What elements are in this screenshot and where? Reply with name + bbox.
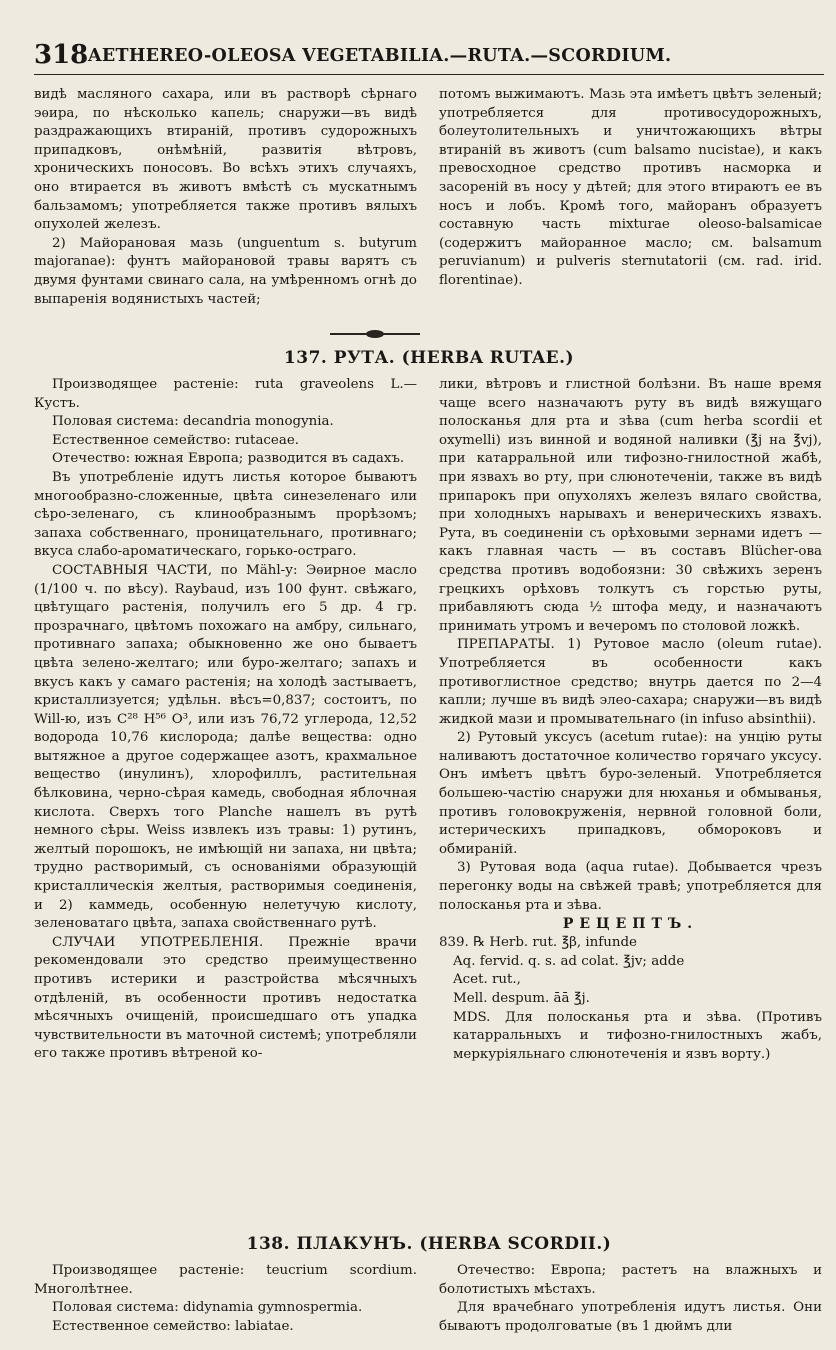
paragraph: ПРЕПАРАТЫ. 1) Рутовое масло (oleum rutae). Употребляется въ особенности какъ противоглистное средство; внутрь дается по 2—4 капли; лучше въ видѣ элео-сахара; снаружи—въ видѣ жидкой мази и промывательнаго (in infuso absinthii). bbox=[439, 637, 822, 727]
recipe-line: Mell. despum. āā ℥j. bbox=[453, 991, 590, 1006]
paragraph: Половая система: didynamia gymnospermia. bbox=[52, 1300, 363, 1316]
paragraph: Производящее растеніе: teucrium scordium. Многолѣтнее. bbox=[34, 1263, 417, 1297]
paragraph: Въ употребленіе идутъ листья которое бываютъ многообразно-сложенные, цвѣта синезеленаго или сѣро-зеленаго, съ клинообразнымъ прорѣзомъ; запаха собственнаго, проницательнаго, противнаго; вкуса слабо-ароматическаго, горько-остраго. bbox=[34, 469, 417, 560]
section-137-title: 137. РУТА. (HERBA RUTAE.) bbox=[283, 348, 575, 368]
page-number: 318 bbox=[34, 40, 89, 70]
paragraph: СЛУЧАИ УПОТРЕБЛЕНІЯ. Прежніе врачи рекомендовали это средство преимущественно противъ истерики и разстройства мѣсячныхъ отдѣленій, въ особенности противъ недостатка мѣсячныхъ очищеній, происшедшаго отъ упадка чувствительности въ маточной системѣ; употребляли его также противъ вѣтреной ко- bbox=[34, 934, 417, 1062]
section-137-right-column bbox=[439, 376, 822, 1064]
top-right-column bbox=[439, 86, 822, 291]
recipe-line: 839. ℞ Herb. rut. ℥β, infunde bbox=[439, 935, 637, 951]
paragraph: Отечество: Европа; растетъ на влажныхъ и болотистыхъ мѣстахъ. bbox=[439, 1263, 822, 1297]
running-title: AETHEREO-OLEOSA VEGETABILIA.—RUTA.—SCORDIUM. bbox=[88, 46, 672, 66]
recipe-line: Acet. rut., bbox=[453, 972, 521, 988]
section-137-left-column bbox=[34, 376, 417, 1064]
paragraph: лики, вѣтровъ и глистной болѣзни. Въ наше время чаще всего назначаютъ руту въ видѣ вяжущаго полосканья для рта и зѣва (cum herba scordii et oxymelli) изъ винной и водяной наливки (℥j на ℥vj), при катарральной или тифозно-гнилостной жабѣ, при язвахъ во рту, при слюнотеченіи, также въ видѣ припарокъ при опухоляхъ железъ вялаго свойства, при холодныхъ нарывахъ и венерическихъ язвахъ. Рута, въ соединеніи съ орѣховыми зернами идетъ — какъ главная часть — въ составъ Blücher-ова средства противъ водобоязни: 30 свѣжихъ зеренъ грецкихъ орѣховъ толкутъ съ горстью руты, прибавляютъ сюда ½ штофа меду, и назначаютъ принимать утромъ и вечеромъ по столовой ложкѣ. bbox=[439, 377, 822, 634]
paragraph: Отечество: южная Европа; разводится въ садахъ. bbox=[52, 451, 405, 467]
recipe-line: Aq. fervid. q. s. ad colat. ℥jv; adde bbox=[453, 953, 685, 969]
paragraph: СОСТАВНЫЯ ЧАСТИ, по Mähl-у: Эѳирное масло (1/100 ч. по вѣсу). Raybaud, изъ 100 фунт. свѣжаго, цвѣтущаго растенія, получилъ его 5 др. 4 гр. прозрачнаго, цвѣтомъ похожаго на амбру, сильнаго, противнаго запаха; обыкновенно же оно бываетъ цвѣта зелено-желтаго; или буро-желтаго; запахъ и вкусъ какъ у самаго растенія; на холодѣ застываетъ, кристаллизуется; удѣльн. вѣсъ=0,837; состоитъ, по Will-ю, изъ C²⁸ H⁵⁶ O³, или изъ 76,72 углерода, 12,52 водорода 10,76 кислорода; далѣе вещества: одно вытяжное а другое содержащее азотъ, крахмальное вещество (инулинъ), хлорофиллъ, растительная бѣлковина, черно-сѣрая камедь, свободная яблочная кислота. Сверхъ того Planche нашелъ въ рутѣ немного сѣры. Weiss извлекъ изъ травы: 1) рутинъ, желтый порошокъ, не имѣющій ни запаха, ни цвѣта; трудно растворимый, съ основаніями образующій кристаллическія желтыя, растворимыя соединенія, и 2) каммедь, особенную нелетучую кислоту, зеленоватаго цвѣта, запаха свойственнаго рутѣ. bbox=[34, 562, 417, 932]
paragraph: Половая система: decandria monogynia. bbox=[52, 414, 334, 430]
paragraph: Естественное семейство: labiatae. bbox=[52, 1318, 294, 1334]
recipe-line: MDS. Для полосканья рта и зѣва. (Противъ катарральныхъ и тифозно-гнилостныхъ жабъ, меркуріяльнаго слюнотеченія и язвъ ворту.) bbox=[453, 1009, 822, 1062]
recipe bbox=[439, 915, 822, 1064]
running-head bbox=[34, 40, 824, 75]
section-divider bbox=[330, 330, 420, 338]
paragraph: 2) Рутовый уксусъ (acetum rutae): на унцію руты наливаютъ достаточное количество горячаго уксусу. Онъ имѣетъ цвѣтъ буро-зеленый. Употребляется большею-частію снаружи для нюханья и обмыванья, противъ головокруженія, нервной головной боли, истерическихъ припадковъ, обмороковъ и обмираній. bbox=[439, 730, 822, 857]
top-left-column bbox=[34, 86, 417, 309]
section-138-title: 138. ПЛАКУНЪ. (HERBA SCORDII.) bbox=[246, 1234, 612, 1254]
paragraph: 2) Майорановая мазь (unguentum s. butyrum majoranae): фунтъ майорановой травы варятъ съ двумя фунтами свинаго сала, на умѣренномъ огнѣ до выпаренія водянистыхъ частей; bbox=[34, 235, 417, 307]
section-138-left-column bbox=[34, 1262, 417, 1336]
paragraph: видѣ масляного сахара, или въ растворѣ сѣрнаго эѳира, по нѣсколько капель; снаружи—въ видѣ раздражающихъ втираній, противъ судорожныхъ припадковъ, онѣмѣній, развитія вѣтровъ, хроническихъ поносовъ. Во всѣхъ этихъ случаяхъ, оно втирается въ животъ вмѣстѣ съ мускатнымъ бальзамомъ; употребляется также противъ вялыхъ опухолей железъ. bbox=[34, 87, 417, 233]
section-138-right-column bbox=[439, 1262, 822, 1336]
paragraph: Естественное семейство: rutaceae. bbox=[52, 432, 300, 448]
paragraph: Для врачебнаго употребленія идутъ листья. Они бываютъ продолговатые (въ 1 дюймъ дли bbox=[439, 1300, 822, 1334]
paragraph: 3) Рутовая вода (aqua rutae). Добывается чрезъ перегонку воды на свѣжей травѣ; употребляется для полосканья рта и зѣва. bbox=[439, 860, 822, 913]
recipe-title: РЕЦЕПТЪ. bbox=[562, 916, 699, 933]
paragraph: Производящее растеніе: ruta graveolens L.— Кустъ. bbox=[34, 377, 417, 411]
paragraph: потомъ выжимаютъ. Мазь эта имѣетъ цвѣтъ зеленый; употребляется для противосудорожныхъ, болеутолительныхъ и уничтожающихъ вѣтры втираній въ животъ (cum balsamo nucistae), и какъ превосходное средство противъ насморка и засореній въ носу у дѣтей; для этого втираютъ ее въ носъ и лобъ. Кромѣ того, майоранъ образуетъ составную часть mixturae oleoso-balsamicae (содержитъ майоранное масло; см. balsamum peruvianum) и pulveris sternutatorii (см. rad. irid. florentinae). bbox=[439, 87, 822, 288]
